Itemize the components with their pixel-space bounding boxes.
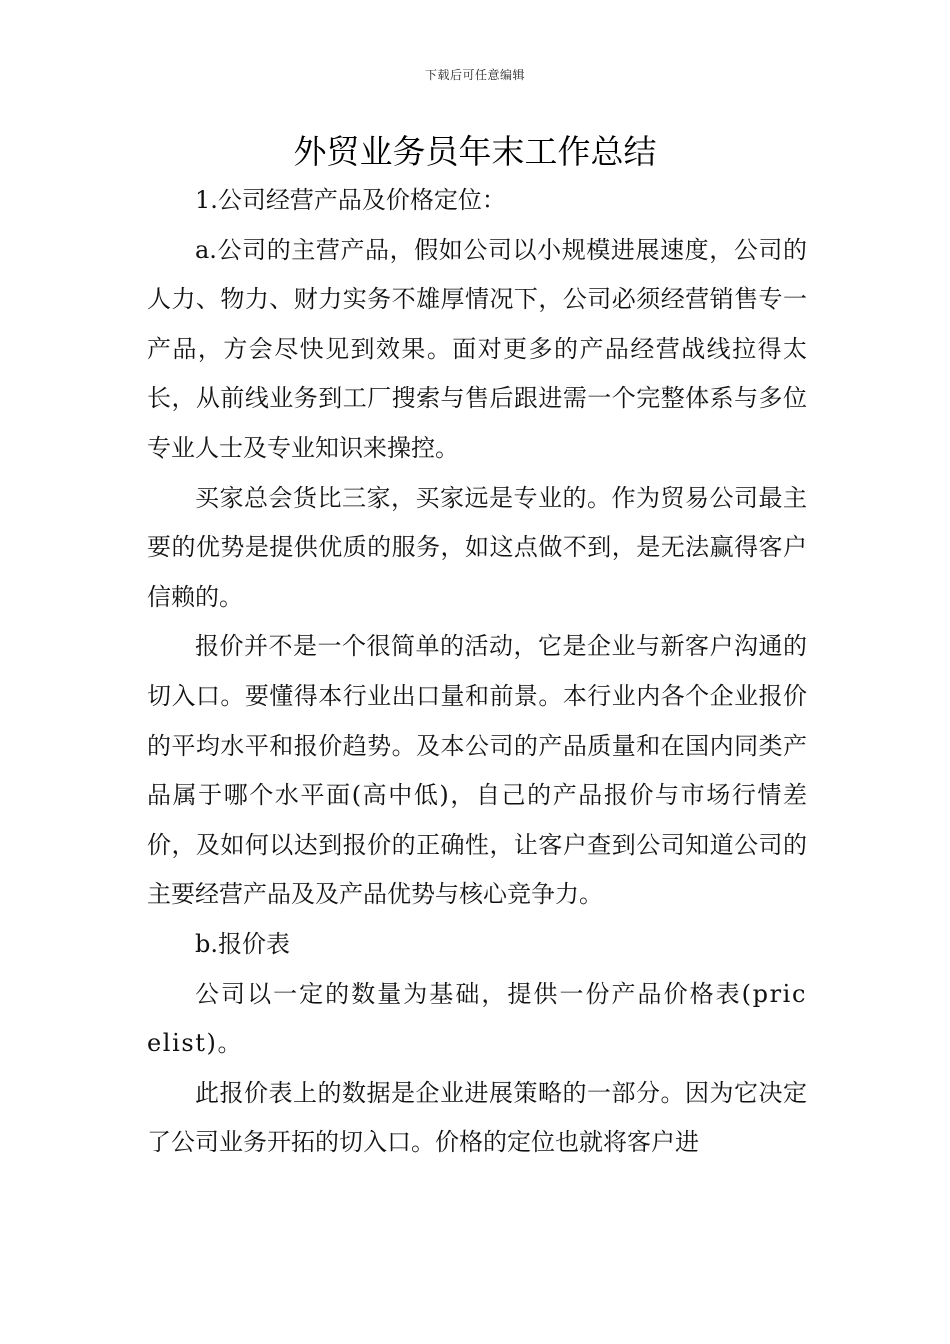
paragraph: a.公司的主营产品，假如公司以小规模进展速度，公司的人力、物力、财力实务不雄厚情况下，公司必须经营销售专一产品，方会尽快见到效果。面对更多的产品经营战线拉得太长，从前线业务到工厂搜索与售后跟进需一个完整体系与多位专业人士及专业知识来操控。 xyxy=(147,235,807,462)
paragraph: 公司以一定的数量为基础，提供一份产品价格表(pricelist)。 xyxy=(147,979,807,1058)
document-body xyxy=(147,176,807,1168)
section-heading: 1.公司经营产品及价格定位： xyxy=(195,186,506,214)
header-note: 下载后可任意编辑 xyxy=(424,68,525,82)
paragraph: 报价并不是一个很简单的活动，它是企业与新客户沟通的切入口。要懂得本行业出口量和前景。本行业内各个企业报价的平均水平和报价趋势。及本公司的产品质量和在国内同类产品属于哪个水平面(高中低)，自己的产品报价与市场行情差价，及如何以达到报价的正确性，让客户查到公司知道公司的主要经营产品及及产品优势与核心竞争力。 xyxy=(147,632,807,909)
document-title: 外贸业务员年末工作总结 xyxy=(293,132,657,171)
subsection-heading: b.报价表 xyxy=(195,929,290,958)
paragraph: 此报价表上的数据是企业进展策略的一部分。因为它决定了公司业务开拓的切入口。价格的定位也就将客户进 xyxy=(147,1078,807,1157)
paragraph: 买家总会货比三家，买家远是专业的。作为贸易公司最主要的优势是提供优质的服务，如这点做不到，是无法赢得客户信赖的。 xyxy=(147,483,807,611)
